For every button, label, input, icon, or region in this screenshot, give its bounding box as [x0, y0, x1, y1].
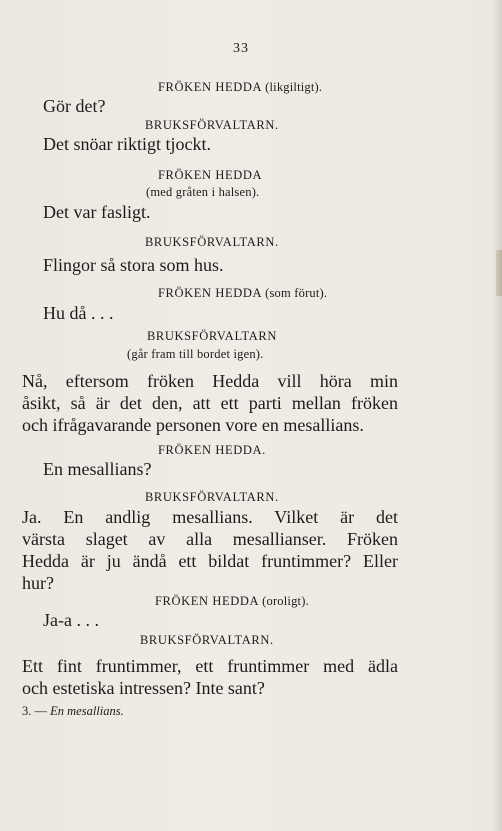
page-footer: 3. — En mesallians.	[22, 704, 124, 718]
speaker-name: FRÖKEN HEDDA (som förut).	[158, 286, 328, 300]
dialogue-paragraph: Ja. En andlig mesallians. Vilket är det värsta slaget av alla mesallianser. Fröken Hedda är ju ändå ett bildat fruntimmer? Eller hur?	[22, 507, 398, 593]
dialogue-line: Flingor så stora som hus.	[43, 255, 224, 275]
speaker-name: BRUKSFÖRVALTARN.	[145, 235, 279, 249]
page-tab-marker	[496, 250, 502, 296]
speaker-name: BRUKSFÖRVALTARN.	[145, 490, 279, 504]
stage-direction: (med gråten i halsen).	[146, 185, 260, 199]
speaker-name: FRÖKEN HEDDA.	[158, 443, 266, 457]
dialogue-line: Det snöar riktigt tjockt.	[43, 134, 211, 154]
dialogue-paragraph: Ett fint fruntimmer, ett fruntimmer med ädla och estetiska intressen? Inte sant?	[22, 656, 398, 698]
speaker-name: BRUKSFÖRVALTARN	[147, 329, 277, 343]
stage-direction: (går fram till bordet igen).	[127, 347, 264, 361]
page-number: 33	[233, 41, 249, 56]
speaker-name: BRUKSFÖRVALTARN.	[145, 118, 279, 132]
speaker-name: FRÖKEN HEDDA (oroligt).	[155, 594, 309, 608]
dialogue-line: Hu då . . .	[43, 303, 114, 323]
dialogue-paragraph: Nå, eftersom fröken Hedda vill höra min åsikt, så är det den, att ett parti mellan fröken och ifrågavarande personen vore en mesallians.	[22, 371, 398, 435]
dialogue-line: Gör det?	[43, 96, 106, 116]
speaker-name: FRÖKEN HEDDA (likgiltigt).	[158, 80, 323, 94]
speaker-name: BRUKSFÖRVALTARN.	[140, 633, 274, 647]
dialogue-line: Det var fasligt.	[43, 202, 151, 222]
speaker-name: FRÖKEN HEDDA	[158, 168, 263, 182]
dialogue-line: Ja-a . . .	[43, 610, 99, 630]
dialogue-line: En mesallians?	[43, 459, 152, 479]
page-edge-shadow	[492, 0, 502, 831]
